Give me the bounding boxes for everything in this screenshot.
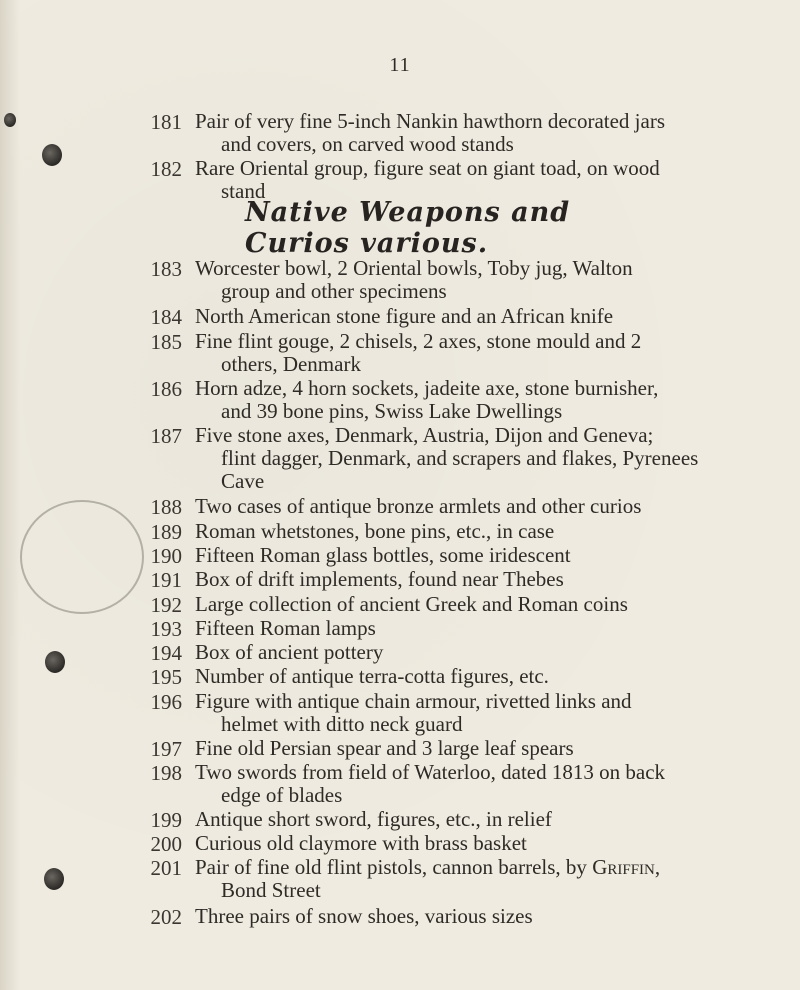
lot-number: 187: [150, 424, 182, 448]
lot-description: Fine old Persian spear and 3 large leaf spears: [195, 736, 574, 760]
lot-description: Curious old claymore with brass basket: [195, 831, 527, 855]
lot-description: Antique short sword, figures, etc., in relief: [195, 807, 552, 831]
lot-description: North American stone figure and an African knife: [195, 304, 614, 328]
lot-description: Fifteen Roman glass bottles, some iridescent: [195, 543, 571, 567]
lot-number: 194: [150, 641, 182, 665]
lot-number: 188: [150, 495, 182, 519]
lot-number: 183: [150, 257, 182, 281]
maker-name: Griffin,: [592, 855, 661, 879]
lot-description: Box of ancient pottery: [195, 640, 384, 664]
lot-number: 200: [150, 832, 182, 856]
lot-number: 202: [150, 905, 182, 929]
lot-number: 182: [150, 157, 182, 181]
lot-number: 181: [150, 110, 182, 134]
lot-description: Three pairs of snow shoes, various sizes: [195, 904, 533, 928]
lot-description: Large collection of ancient Greek and Roman coins: [195, 592, 628, 616]
lot-number: 198: [150, 761, 182, 785]
lot-description: Figure with antique chain armour, rivetted links and helmet with ditto neck guard: [195, 689, 632, 736]
binding-hole-icon: [42, 144, 62, 166]
lot-description: Horn adze, 4 horn sockets, jadeite axe, stone burnisher, and 39 bone pins, Swiss Lake Dwellings: [195, 376, 659, 423]
lot-number: 186: [150, 377, 182, 401]
lot-description: Pair of very fine 5-inch Nankin hawthorn decorated jars and covers, on carved wood stands: [195, 109, 665, 156]
section-heading: Native Weapons and Curios various.: [245, 197, 571, 259]
lot-number: 196: [150, 690, 182, 714]
lot-number: 197: [150, 737, 182, 761]
lot-description: Worcester bowl, 2 Oriental bowls, Toby jug, Walton group and other specimens: [195, 256, 633, 303]
lot-number: 193: [150, 617, 182, 641]
lot-number: 184: [150, 305, 182, 329]
lot-description: Number of antique terra-cotta figures, etc.: [195, 664, 549, 688]
lot-description: Two swords from field of Waterloo, dated 1813 on back edge of blades: [195, 760, 666, 807]
lot-number: 190: [150, 544, 182, 568]
binding-hole-icon: [4, 113, 16, 127]
lot-number: 185: [150, 330, 182, 354]
lot-number: 195: [150, 665, 182, 689]
lot-number: 191: [150, 568, 182, 592]
lot-description: Fifteen Roman lamps: [195, 616, 376, 640]
lot-description: Five stone axes, Denmark, Austria, Dijon and Geneva; flint dagger, Denmark, and scrapers and flakes, Pyrenees Cave: [195, 423, 699, 493]
lot-description: Roman whetstones, bone pins, etc., in case: [195, 519, 555, 543]
page-number: 11: [389, 54, 411, 76]
lot-description: Pair of fine old flint pistols, cannon barrels, by Griffin, Bond Street: [195, 855, 661, 902]
page-margin-shadow: [0, 0, 20, 990]
lot-number: 199: [150, 808, 182, 832]
lot-description: Box of drift implements, found near Thebes: [195, 567, 564, 591]
lot-description: Rare Oriental group, figure seat on giant toad, on wood stand: [195, 156, 660, 203]
lot-number: 192: [150, 593, 182, 617]
lot-description: Fine flint gouge, 2 chisels, 2 axes, stone mould and 2 others, Denmark: [195, 329, 642, 376]
lot-number: 189: [150, 520, 182, 544]
lot-description: Two cases of antique bronze armlets and other curios: [195, 494, 642, 518]
binding-hole-icon: [44, 868, 64, 890]
binding-hole-icon: [45, 651, 65, 673]
lot-number: 201: [150, 856, 182, 880]
